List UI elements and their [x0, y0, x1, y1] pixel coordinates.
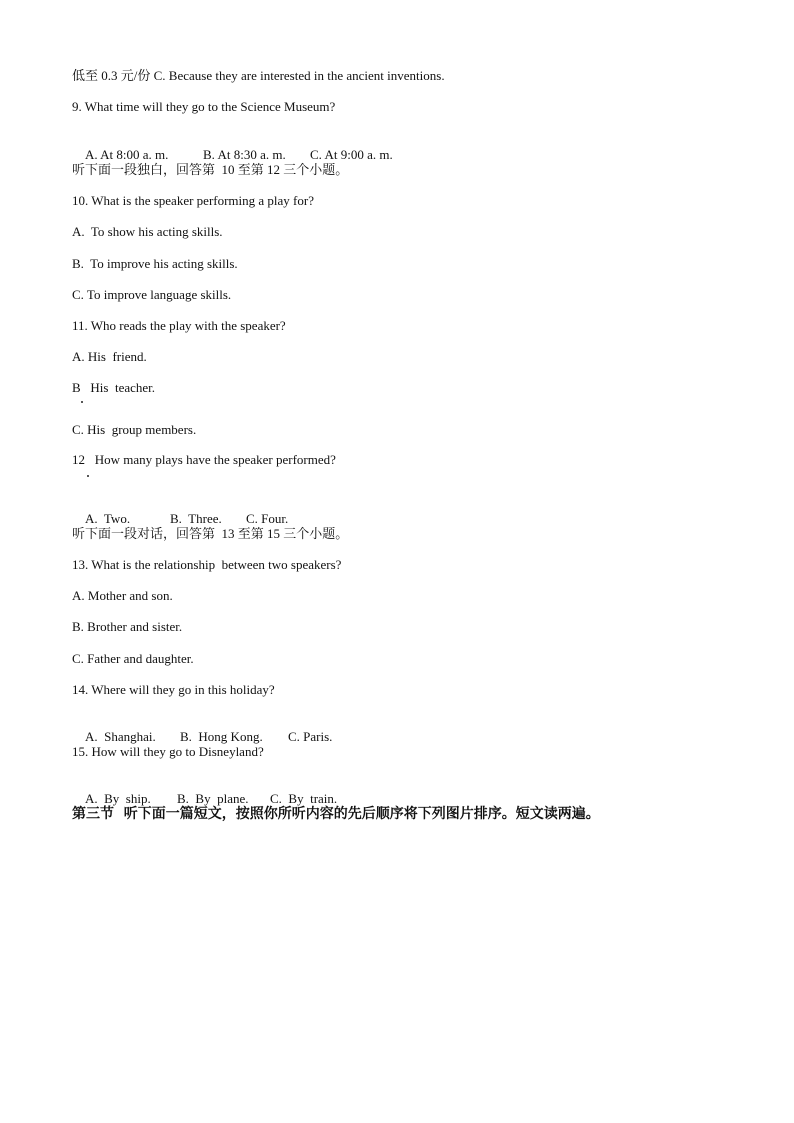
question-12: 12 How many plays have the speaker performed? [72, 452, 336, 467]
stray-dot [81, 401, 83, 403]
option-c: C. Four. [246, 511, 289, 526]
text-line-promo: 低至 0.3 元/份 C. Because they are interested in the ancient inventions. [72, 68, 445, 83]
question-10-option-c: C. To improve language skills. [72, 287, 232, 302]
option-a: A. Shanghai. [85, 729, 156, 744]
option-b: B. At 8:30 a. m. [203, 147, 286, 162]
instruction-10-12: 听下面一段独白，回答第 10 至第 12 三个小题。 [72, 162, 349, 177]
question-10: 10. What is the speaker performing a play for? [72, 193, 314, 208]
option-b: B. Hong Kong. [180, 729, 263, 744]
option-a: A. Two. [85, 511, 131, 526]
question-11-option-c: C. His group members. [72, 422, 197, 437]
option-c: C. At 9:00 a. m. [310, 147, 393, 162]
option-b: B. By plane. [177, 791, 249, 806]
option-a: A. By ship. [85, 791, 151, 806]
option-c: C. Paris. [288, 729, 333, 744]
stray-dot [87, 475, 89, 477]
question-14: 14. Where will they go in this holiday? [72, 682, 275, 697]
question-13-option-c: C. Father and daughter. [72, 651, 194, 666]
option-b: B. Three. [170, 511, 222, 526]
section-3-heading: 第三节 听下面一篇短文，按照你所听内容的先后顺序将下列图片排序。短文读两遍。 [72, 806, 600, 822]
question-13: 13. What is the relationship between two speakers? [72, 557, 342, 572]
question-13-option-b: B. Brother and sister. [72, 619, 183, 634]
question-11-option-b: B His teacher. [72, 380, 156, 395]
question-11-option-a: A. His friend. [72, 349, 147, 364]
question-13-option-a: A. Mother and son. [72, 588, 173, 603]
question-10-option-a: A. To show his acting skills. [72, 224, 223, 239]
question-9: 9. What time will they go to the Science Museum? [72, 99, 336, 114]
option-c: C. By train. [270, 791, 338, 806]
option-a: A. At 8:00 a. m. [85, 147, 169, 162]
question-15: 15. How will they go to Disneyland? [72, 744, 264, 759]
question-10-option-b: B. To improve his acting skills. [72, 256, 238, 271]
question-11: 11. Who reads the play with the speaker? [72, 318, 286, 333]
instruction-13-15: 听下面一段对话，回答第 13 至第 15 三个小题。 [72, 526, 349, 541]
